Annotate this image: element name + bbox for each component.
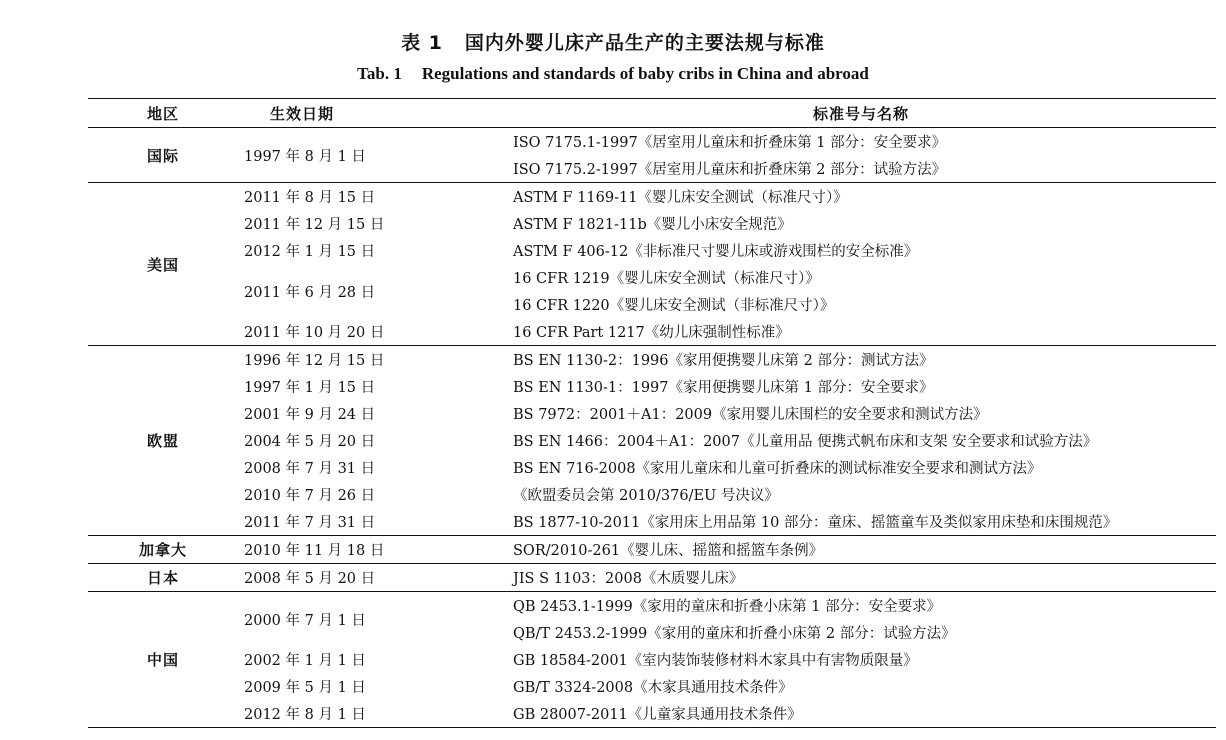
table-row <box>88 481 1216 508</box>
standard-cell: ISO 7175.1-1997《居室用儿童床和折叠床第 1 部分：安全要求》 <box>513 135 947 151</box>
standard-cell: ISO 7175.2-1997《居室用儿童床和折叠床第 2 部分：试验方法》 <box>513 155 1216 183</box>
table-row <box>88 508 1216 536</box>
date-cell: 2011 年 6 月 28 日 <box>244 284 376 301</box>
table-row <box>88 346 1216 374</box>
date-cell: 2010 年 7 月 26 日 <box>244 488 376 504</box>
standard-cell: QB 2453.1-1999《家用的童床和折叠小床第 1 部分：安全要求》 <box>513 599 942 615</box>
table-row <box>88 373 1216 400</box>
region-cell: 中国 <box>88 592 238 728</box>
standard-cell: BS EN 1130-2：1996《家用便携婴儿床第 2 部分：测试方法》 <box>513 353 934 369</box>
date-cell: 2012 年 8 月 1 日 <box>238 700 513 728</box>
date-cell: 1997 年 8 月 1 日 <box>238 128 513 183</box>
standard-cell: 16 CFR 1219《婴儿床安全测试（标准尺寸）》 <box>513 271 820 287</box>
region-cell: 欧盟 <box>88 346 238 536</box>
table-row <box>88 592 1216 620</box>
standard-cell: BS 1877-10-2011《家用床上用品第 10 部分：童床、摇篮童车及类似家用床垫和床围规范》 <box>513 508 1216 536</box>
standard-cell: BS 7972：2001＋A1：2009《家用婴儿床围栏的安全要求和测试方法》 <box>513 407 988 423</box>
table-row <box>88 673 1216 700</box>
standard-cell: BS EN 1130-1：1997《家用便携婴儿床第 1 部分：安全要求》 <box>513 380 934 396</box>
table-row <box>88 564 1216 592</box>
standard-cell: 《欧盟委员会第 2010/376/EU 号决议》 <box>513 488 779 504</box>
standard-cell: ASTM F 406-12《非标准尺寸婴儿床或游戏围栏的安全标准》 <box>513 244 919 260</box>
table-body <box>88 128 1216 728</box>
date-cell: 2001 年 9 月 24 日 <box>244 407 376 423</box>
table-row <box>88 264 1216 291</box>
standard-cell: ASTM F 1821-11b《婴儿小床安全规范》 <box>513 217 792 233</box>
standard-cell: QB/T 2453.2-1999《家用的童床和折叠小床第 2 部分：试验方法》 <box>513 626 956 642</box>
table-title-en <box>0 64 1226 84</box>
standard-cell: JIS S 1103：2008《木质婴儿床》 <box>513 564 1216 592</box>
table-row <box>88 427 1216 454</box>
date-cell: 2012 年 1 月 15 日 <box>244 244 376 260</box>
region-cell: 加拿大 <box>88 536 238 564</box>
header-date: 生效日期 <box>238 99 513 128</box>
table-title-cn <box>0 28 1226 55</box>
date-cell: 2008 年 7 月 31 日 <box>244 461 376 477</box>
standard-cell: BS EN 1466：2004＋A1：2007《儿童用品 便携式帆布床和支架 安全要求和试验方法》 <box>513 434 1098 450</box>
standards-table <box>88 98 1216 728</box>
date-cell: 2011 年 7 月 31 日 <box>238 508 513 536</box>
table-row <box>88 454 1216 481</box>
table-row <box>88 400 1216 427</box>
date-cell: 2010 年 11 月 18 日 <box>238 536 513 564</box>
table-row <box>88 210 1216 237</box>
table-caption-en: Regulations and standards of baby cribs in China and abroad <box>421 64 869 83</box>
date-cell: 1996 年 12 月 15 日 <box>244 353 385 369</box>
table-row <box>88 128 1216 156</box>
standard-cell: GB 18584-2001《室内装饰装修材料木家具中有害物质限量》 <box>513 653 918 669</box>
standard-cell: BS EN 716-2008《家用儿童床和儿童可折叠床的测试标准安全要求和测试方法》 <box>513 461 1042 477</box>
table-row <box>88 183 1216 211</box>
date-cell: 2008 年 5 月 20 日 <box>238 564 513 592</box>
standard-cell: 16 CFR Part 1217《幼儿床强制性标准》 <box>513 318 1216 346</box>
table-caption-cn: 国内外婴儿床产品生产的主要法规与标准 <box>464 32 825 54</box>
date-cell: 2009 年 5 月 1 日 <box>244 680 366 696</box>
standard-cell: ASTM F 1169-11《婴儿床安全测试（标准尺寸）》 <box>513 190 848 206</box>
table-row <box>88 536 1216 564</box>
table-number-en: Tab. 1 <box>357 64 402 83</box>
date-cell: 2000 年 7 月 1 日 <box>244 612 366 629</box>
table-row <box>88 237 1216 264</box>
standard-cell: GB 28007-2011《儿童家具通用技术条件》 <box>513 707 802 723</box>
header-standard: 标准号与名称 <box>513 99 1216 128</box>
table-row <box>88 700 1216 728</box>
standard-cell: 16 CFR 1220《婴儿床安全测试（非标准尺寸）》 <box>513 298 835 314</box>
standard-cell: GB/T 3324-2008《木家具通用技术条件》 <box>513 680 793 696</box>
region-cell: 国际 <box>88 128 238 183</box>
date-cell: 2004 年 5 月 20 日 <box>244 434 376 450</box>
header-row <box>88 99 1216 128</box>
date-cell: 2011 年 8 月 15 日 <box>244 190 376 206</box>
date-cell: 1997 年 1 月 15 日 <box>244 380 376 396</box>
region-cell: 美国 <box>88 183 238 346</box>
table-row <box>88 318 1216 346</box>
standard-cell: SOR/2010-261《婴儿床、摇篮和摇篮车条例》 <box>513 536 1216 564</box>
table-number-cn: 表 1 <box>401 32 443 54</box>
header-region: 地区 <box>88 99 238 128</box>
date-cell: 2002 年 1 月 1 日 <box>244 653 366 669</box>
table-row <box>88 646 1216 673</box>
region-cell: 日本 <box>88 564 238 592</box>
date-cell: 2011 年 12 月 15 日 <box>244 217 385 233</box>
date-cell: 2011 年 10 月 20 日 <box>238 318 513 346</box>
